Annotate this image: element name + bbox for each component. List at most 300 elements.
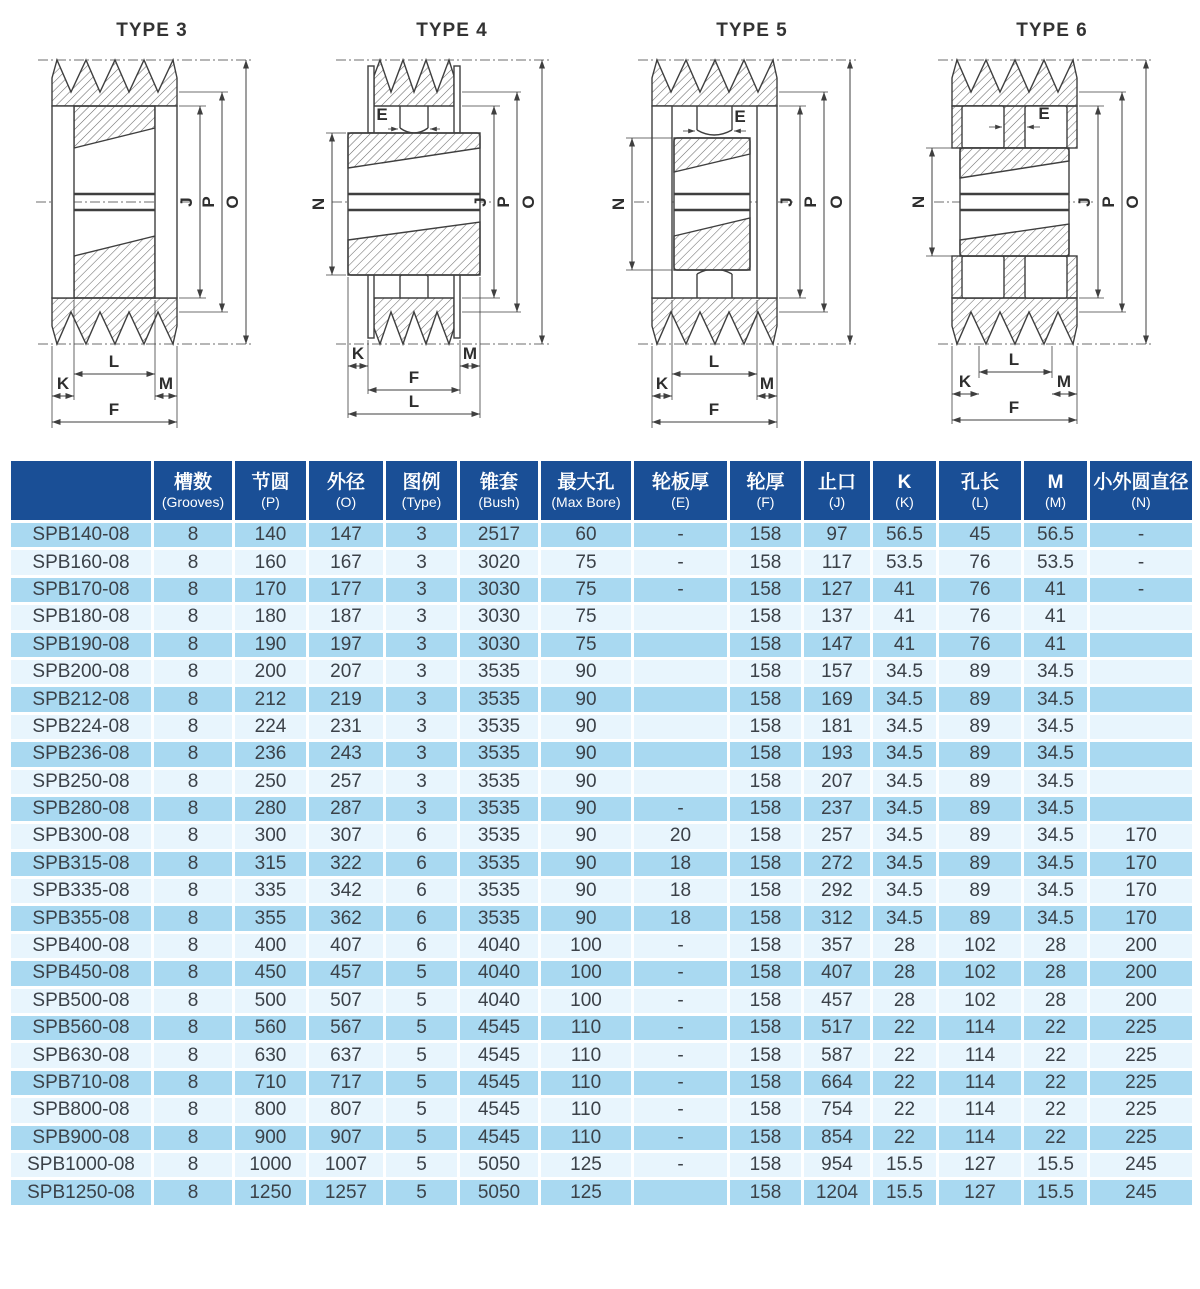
dim-label-M: M <box>759 374 775 393</box>
table-cell: 717 <box>308 1069 385 1096</box>
table-cell: 225 <box>1089 1124 1194 1151</box>
table-cell: 4545 <box>459 1015 540 1042</box>
table-cell: 34.5 <box>872 658 938 685</box>
column-header: 槽数 (Grooves) <box>153 460 234 522</box>
table-cell: 710 <box>234 1069 308 1096</box>
table-cell: 8 <box>153 1015 234 1042</box>
table-cell: 34.5 <box>872 795 938 822</box>
table-cell <box>633 604 729 631</box>
table-cell: 8 <box>153 631 234 658</box>
table-cell: 90 <box>540 658 633 685</box>
table-cell: 110 <box>540 1124 633 1151</box>
dim-label-K: K <box>655 374 669 393</box>
table-cell: 8 <box>153 795 234 822</box>
table-cell <box>633 1179 729 1206</box>
column-header: K (K) <box>872 460 938 522</box>
table-cell: 272 <box>803 850 872 877</box>
table-cell: 22 <box>1023 1069 1089 1096</box>
table-cell: 3030 <box>459 576 540 603</box>
table-cell: 300 <box>234 823 308 850</box>
table-cell: 3535 <box>459 878 540 905</box>
table-cell: 89 <box>938 905 1023 932</box>
pulley-body <box>652 60 777 344</box>
table-cell: 170 <box>1089 823 1194 850</box>
table-cell: 114 <box>938 1097 1023 1124</box>
dim-label-N: N <box>309 197 328 211</box>
table-cell: 517 <box>803 1015 872 1042</box>
pulley-diagram-type-5 <box>602 6 902 440</box>
table-row <box>10 850 1194 877</box>
model-cell: SPB1000-08 <box>10 1151 153 1178</box>
dim-label-L: L <box>1008 350 1020 369</box>
table-cell: 110 <box>540 1069 633 1096</box>
table-cell: 22 <box>872 1097 938 1124</box>
table-cell: 160 <box>234 549 308 576</box>
table-header <box>10 460 1194 522</box>
table-cell: 177 <box>308 576 385 603</box>
table-cell: 4040 <box>459 987 540 1014</box>
table-cell: 90 <box>540 741 633 768</box>
column-header: 最大孔 (Max Bore) <box>540 460 633 522</box>
table-cell: 5 <box>385 960 459 987</box>
dim-label-O: O <box>1123 195 1142 209</box>
table-cell: 8 <box>153 768 234 795</box>
table-cell: 15.5 <box>872 1151 938 1178</box>
table-cell: 158 <box>729 878 803 905</box>
table-cell: 587 <box>803 1042 872 1069</box>
table-cell: 193 <box>803 741 872 768</box>
table-cell: 170 <box>1089 878 1194 905</box>
table-cell: 1257 <box>308 1179 385 1206</box>
table-cell <box>1089 741 1194 768</box>
table-row <box>10 768 1194 795</box>
table-cell: 114 <box>938 1042 1023 1069</box>
table-cell: 250 <box>234 768 308 795</box>
table-cell: 664 <box>803 1069 872 1096</box>
table-cell: 127 <box>803 576 872 603</box>
table-cell: 56.5 <box>872 522 938 549</box>
table-cell: 900 <box>234 1124 308 1151</box>
model-cell: SPB335-08 <box>10 878 153 905</box>
dim-label-N: N <box>909 195 928 209</box>
table-cell: 292 <box>803 878 872 905</box>
table-cell: 560 <box>234 1015 308 1042</box>
table-cell: 22 <box>1023 1015 1089 1042</box>
table-cell: 158 <box>729 1124 803 1151</box>
table-cell: - <box>633 1097 729 1124</box>
table-cell: 800 <box>234 1097 308 1124</box>
table-cell <box>1089 795 1194 822</box>
table-cell <box>1089 768 1194 795</box>
table-cell: 100 <box>540 987 633 1014</box>
table-cell: 76 <box>938 604 1023 631</box>
dim-label-E: E <box>1038 104 1050 123</box>
table-cell: 15.5 <box>1023 1151 1089 1178</box>
table-cell: 8 <box>153 932 234 959</box>
dim-label-L: L <box>108 352 120 371</box>
column-header: M (M) <box>1023 460 1089 522</box>
table-cell: 89 <box>938 768 1023 795</box>
table-cell: 3535 <box>459 823 540 850</box>
table-cell: 22 <box>1023 1124 1089 1151</box>
table-row <box>10 987 1194 1014</box>
table-row <box>10 795 1194 822</box>
table-cell: 90 <box>540 905 633 932</box>
table-cell: 90 <box>540 713 633 740</box>
table-cell: 1250 <box>234 1179 308 1206</box>
pulley-diagram-type-6 <box>902 6 1200 440</box>
table-cell: 22 <box>1023 1097 1089 1124</box>
table-row <box>10 1042 1194 1069</box>
table-cell: 158 <box>729 1097 803 1124</box>
table-cell: 170 <box>1089 905 1194 932</box>
dim-label-P: P <box>494 196 513 208</box>
table-cell: 3 <box>385 741 459 768</box>
table-cell: - <box>633 1151 729 1178</box>
dim-label-O: O <box>519 195 538 209</box>
table-cell: 158 <box>729 1151 803 1178</box>
table-cell: 6 <box>385 905 459 932</box>
pulley-body <box>348 60 480 344</box>
table-cell: 41 <box>1023 604 1089 631</box>
table-cell: 110 <box>540 1015 633 1042</box>
table-cell: 158 <box>729 549 803 576</box>
table-cell: 28 <box>872 987 938 1014</box>
table-cell: 100 <box>540 932 633 959</box>
model-cell: SPB236-08 <box>10 741 153 768</box>
diagram-row <box>0 0 1200 440</box>
table-cell: 8 <box>153 987 234 1014</box>
table-cell: 76 <box>938 576 1023 603</box>
table-cell: 147 <box>803 631 872 658</box>
table-row <box>10 713 1194 740</box>
table-cell: 3535 <box>459 686 540 713</box>
table-cell: 854 <box>803 1124 872 1151</box>
table-row <box>10 741 1194 768</box>
table-cell: 507 <box>308 987 385 1014</box>
table-cell: 140 <box>234 522 308 549</box>
table-cell: 22 <box>872 1015 938 1042</box>
table-cell: 45 <box>938 522 1023 549</box>
table-cell: 34.5 <box>1023 850 1089 877</box>
spec-table <box>8 458 1195 1208</box>
table-cell: 89 <box>938 713 1023 740</box>
pulley-cross-section-svg <box>902 50 1200 440</box>
table-cell: 158 <box>729 604 803 631</box>
table-cell: 22 <box>872 1042 938 1069</box>
table-cell: 90 <box>540 795 633 822</box>
table-cell: 3030 <box>459 631 540 658</box>
model-cell: SPB560-08 <box>10 1015 153 1042</box>
table-cell: - <box>633 987 729 1014</box>
table-cell: 3 <box>385 768 459 795</box>
table-cell: 34.5 <box>872 768 938 795</box>
table-cell: 114 <box>938 1124 1023 1151</box>
table-cell: 4545 <box>459 1124 540 1151</box>
table-cell: 8 <box>153 1069 234 1096</box>
dim-label-M: M <box>462 344 478 363</box>
table-cell: 34.5 <box>872 686 938 713</box>
table-cell: 60 <box>540 522 633 549</box>
table-row <box>10 1151 1194 1178</box>
table-cell: 4545 <box>459 1069 540 1096</box>
table-cell: 362 <box>308 905 385 932</box>
table-cell: 500 <box>234 987 308 1014</box>
table-cell: 567 <box>308 1015 385 1042</box>
table-cell <box>633 631 729 658</box>
model-cell: SPB212-08 <box>10 686 153 713</box>
table-cell: 75 <box>540 631 633 658</box>
dim-label-J: J <box>471 197 490 207</box>
column-header: 轮厚 (F) <box>729 460 803 522</box>
table-cell: 89 <box>938 741 1023 768</box>
table-cell: 147 <box>308 522 385 549</box>
table-cell <box>1089 686 1194 713</box>
table-cell: 6 <box>385 850 459 877</box>
table-cell: 200 <box>1089 987 1194 1014</box>
table-cell: 5050 <box>459 1151 540 1178</box>
column-header: 孔长 (L) <box>938 460 1023 522</box>
table-cell: 41 <box>1023 631 1089 658</box>
model-cell: SPB224-08 <box>10 713 153 740</box>
model-cell: SPB190-08 <box>10 631 153 658</box>
model-cell: SPB200-08 <box>10 658 153 685</box>
table-cell: 89 <box>938 850 1023 877</box>
table-cell: 3 <box>385 549 459 576</box>
table-cell: 34.5 <box>1023 741 1089 768</box>
dim-label-O: O <box>827 195 846 209</box>
model-cell: SPB800-08 <box>10 1097 153 1124</box>
table-cell: 225 <box>1089 1015 1194 1042</box>
table-cell: - <box>1089 549 1194 576</box>
table-cell: 114 <box>938 1015 1023 1042</box>
dim-label-P: P <box>801 196 820 208</box>
table-cell: 170 <box>1089 850 1194 877</box>
table-cell: 158 <box>729 1042 803 1069</box>
table-cell: 2517 <box>459 522 540 549</box>
table-cell: 158 <box>729 631 803 658</box>
table-cell: 180 <box>234 604 308 631</box>
table-row <box>10 658 1194 685</box>
table-cell: 200 <box>234 658 308 685</box>
dim-label-J: J <box>177 197 196 207</box>
table-cell: 110 <box>540 1042 633 1069</box>
table-cell: 169 <box>803 686 872 713</box>
dim-label-K: K <box>56 374 70 393</box>
table-cell: 357 <box>803 932 872 959</box>
dim-label-F: F <box>408 368 420 387</box>
table-cell: 90 <box>540 686 633 713</box>
table-cell: 200 <box>1089 960 1194 987</box>
dim-label-K: K <box>351 344 365 363</box>
table-cell: 34.5 <box>872 905 938 932</box>
table-cell: 630 <box>234 1042 308 1069</box>
dim-label-J: J <box>1075 197 1094 207</box>
table-cell: 3535 <box>459 658 540 685</box>
table-cell <box>1089 713 1194 740</box>
table-cell: 907 <box>308 1124 385 1151</box>
table-cell: 158 <box>729 1015 803 1042</box>
table-cell: 102 <box>938 932 1023 959</box>
table-cell: 75 <box>540 576 633 603</box>
table-cell: 8 <box>153 658 234 685</box>
table-cell: 18 <box>633 878 729 905</box>
table-cell: 8 <box>153 549 234 576</box>
table-cell: 312 <box>803 905 872 932</box>
table-cell: 158 <box>729 987 803 1014</box>
table-cell: 97 <box>803 522 872 549</box>
table-cell: 5 <box>385 1179 459 1206</box>
table-cell: 34.5 <box>1023 658 1089 685</box>
table-cell: 457 <box>308 960 385 987</box>
table-cell: 8 <box>153 741 234 768</box>
table-cell: 225 <box>1089 1042 1194 1069</box>
table-cell: 89 <box>938 823 1023 850</box>
column-header: 止口 (J) <box>803 460 872 522</box>
table-cell: 807 <box>308 1097 385 1124</box>
table-cell: 3535 <box>459 905 540 932</box>
table-cell: 34.5 <box>1023 878 1089 905</box>
table-cell: 53.5 <box>1023 549 1089 576</box>
model-cell: SPB170-08 <box>10 576 153 603</box>
table-cell: 22 <box>872 1069 938 1096</box>
table-cell: 158 <box>729 713 803 740</box>
table-cell: 287 <box>308 795 385 822</box>
table-cell: 225 <box>1089 1097 1194 1124</box>
table-cell: 3 <box>385 713 459 740</box>
table-cell: - <box>633 576 729 603</box>
table-cell: 34.5 <box>872 850 938 877</box>
table-cell: - <box>633 960 729 987</box>
table-cell: 225 <box>1089 1069 1194 1096</box>
table-cell: 224 <box>234 713 308 740</box>
model-cell: SPB400-08 <box>10 932 153 959</box>
model-cell: SPB710-08 <box>10 1069 153 1096</box>
table-row <box>10 631 1194 658</box>
model-cell: SPB300-08 <box>10 823 153 850</box>
table-cell: 197 <box>308 631 385 658</box>
table-cell: 76 <box>938 549 1023 576</box>
dim-label-M: M <box>1056 372 1072 391</box>
table-cell: 5050 <box>459 1179 540 1206</box>
table-cell: - <box>633 1124 729 1151</box>
table-cell: 125 <box>540 1151 633 1178</box>
table-cell: 34.5 <box>1023 686 1089 713</box>
table-row <box>10 960 1194 987</box>
table-cell: 158 <box>729 932 803 959</box>
table-row <box>10 878 1194 905</box>
dim-label-F: F <box>1008 398 1020 417</box>
table-cell: 1000 <box>234 1151 308 1178</box>
table-cell: 90 <box>540 768 633 795</box>
dim-label-F: F <box>708 400 720 419</box>
table-cell: 6 <box>385 823 459 850</box>
table-cell <box>633 768 729 795</box>
table-cell: 8 <box>153 1042 234 1069</box>
table-cell: 34.5 <box>1023 823 1089 850</box>
table-cell: 1204 <box>803 1179 872 1206</box>
table-cell: 22 <box>1023 1042 1089 1069</box>
table-cell: 34.5 <box>872 878 938 905</box>
table-cell: 158 <box>729 905 803 932</box>
table-cell: 34.5 <box>1023 905 1089 932</box>
table-cell: 407 <box>308 932 385 959</box>
table-cell: 307 <box>308 823 385 850</box>
table-cell: 22 <box>872 1124 938 1151</box>
table-cell: 34.5 <box>1023 795 1089 822</box>
model-cell: SPB180-08 <box>10 604 153 631</box>
spec-table-wrap <box>8 458 1192 1208</box>
table-cell: 102 <box>938 960 1023 987</box>
table-cell: 200 <box>1089 932 1194 959</box>
table-cell: 450 <box>234 960 308 987</box>
table-cell: 4040 <box>459 932 540 959</box>
table-cell: 4545 <box>459 1042 540 1069</box>
model-cell: SPB900-08 <box>10 1124 153 1151</box>
model-cell: SPB250-08 <box>10 768 153 795</box>
header-row <box>10 460 1194 522</box>
table-cell: 342 <box>308 878 385 905</box>
table-cell: 190 <box>234 631 308 658</box>
table-cell: 207 <box>308 658 385 685</box>
table-cell: 125 <box>540 1179 633 1206</box>
table-cell: 315 <box>234 850 308 877</box>
table-cell: 5 <box>385 1015 459 1042</box>
table-cell: 158 <box>729 795 803 822</box>
column-header: 轮板厚 (E) <box>633 460 729 522</box>
table-cell: 257 <box>803 823 872 850</box>
table-cell: 8 <box>153 713 234 740</box>
table-cell: 41 <box>872 604 938 631</box>
table-cell: 28 <box>1023 932 1089 959</box>
table-cell: 3 <box>385 686 459 713</box>
table-cell: 3535 <box>459 795 540 822</box>
table-cell: 8 <box>153 1179 234 1206</box>
table-cell: 3 <box>385 795 459 822</box>
table-cell: 400 <box>234 932 308 959</box>
table-cell: 56.5 <box>1023 522 1089 549</box>
table-cell <box>1089 604 1194 631</box>
model-cell: SPB160-08 <box>10 549 153 576</box>
table-cell: 158 <box>729 1179 803 1206</box>
table-cell: 231 <box>308 713 385 740</box>
table-cell: 28 <box>872 960 938 987</box>
table-cell: 20 <box>633 823 729 850</box>
table-cell: 158 <box>729 686 803 713</box>
dim-label-P: P <box>1099 196 1118 208</box>
table-cell: 53.5 <box>872 549 938 576</box>
table-cell: 8 <box>153 823 234 850</box>
table-cell: 15.5 <box>872 1179 938 1206</box>
column-header: 锥套 (Bush) <box>459 460 540 522</box>
table-cell: 8 <box>153 576 234 603</box>
table-cell: 158 <box>729 1069 803 1096</box>
table-cell: 181 <box>803 713 872 740</box>
diagram-title: TYPE 5 <box>716 20 788 41</box>
table-cell: 5 <box>385 1069 459 1096</box>
table-cell: 243 <box>308 741 385 768</box>
table-cell <box>633 658 729 685</box>
table-cell: 3 <box>385 576 459 603</box>
table-cell: 245 <box>1089 1179 1194 1206</box>
table-cell: 158 <box>729 823 803 850</box>
table-cell: - <box>633 522 729 549</box>
model-cell: SPB1250-08 <box>10 1179 153 1206</box>
table-body <box>10 522 1194 1207</box>
dim-label-L: L <box>408 392 420 411</box>
table-cell: 34.5 <box>872 713 938 740</box>
table-cell: 5 <box>385 1124 459 1151</box>
